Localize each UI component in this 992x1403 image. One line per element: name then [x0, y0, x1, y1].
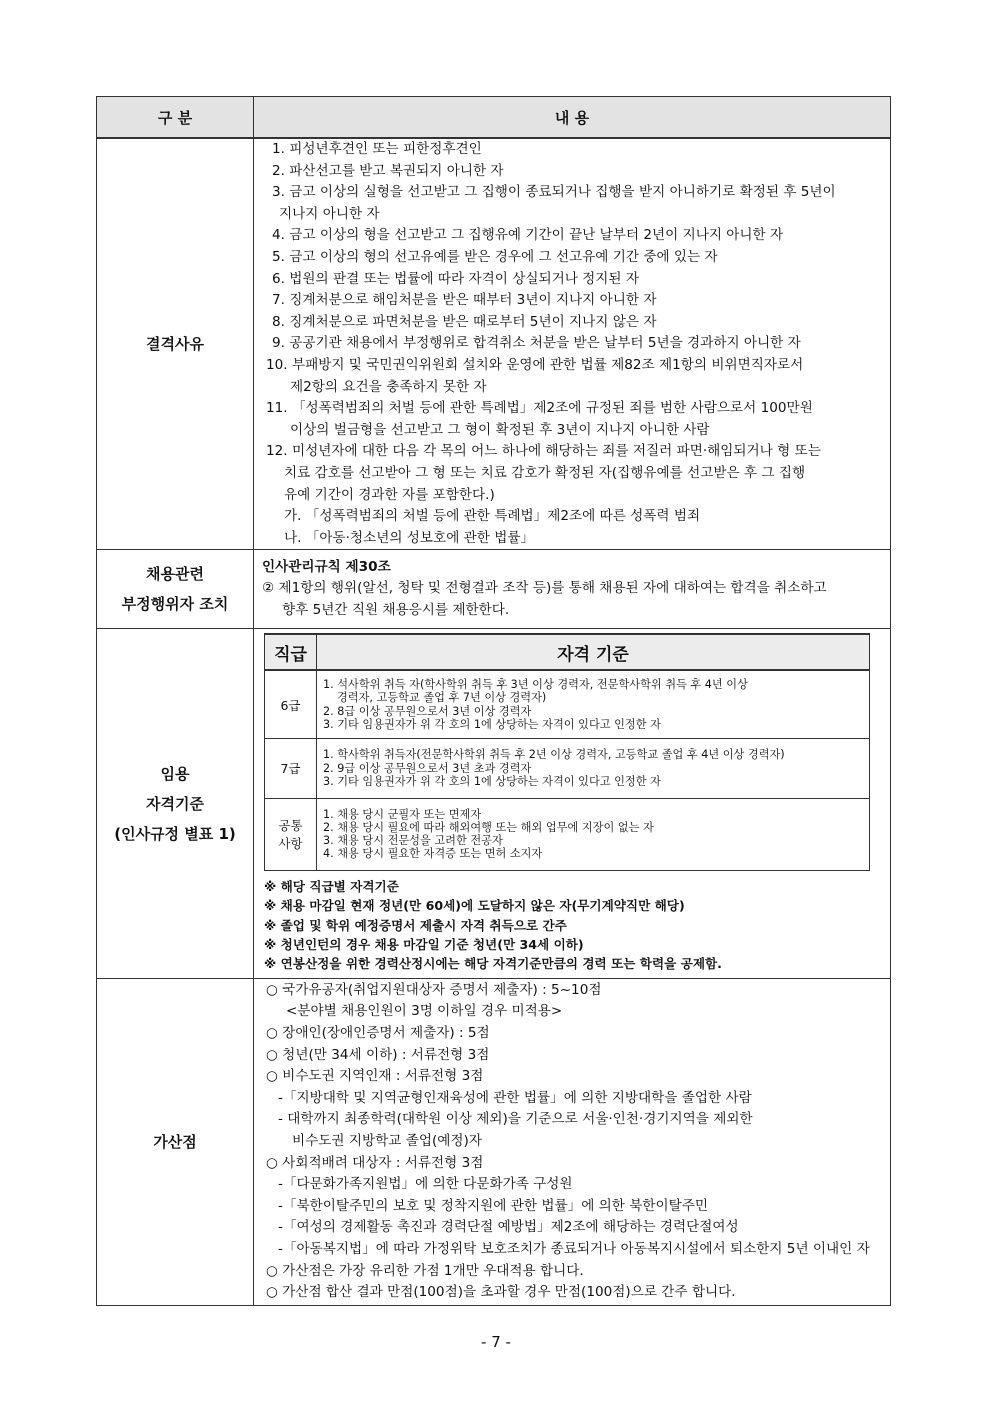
list-item: 3. 금고 이상의 실형을 선고받고 그 집행이 종료되거나 집행을 받지 아니하기로 확정된 후 5년이: [272, 184, 836, 201]
list-item: 이상의 벌금형을 선고받고 그 형이 확정된 후 3년이 지나지 아니한 사람: [290, 421, 710, 438]
qualification-label-line1: 임용: [160, 764, 190, 783]
table-row: [265, 670, 870, 738]
list-item: 9. 공공기관 채용에서 부정행위로 합격취소 처분을 받은 날부터 5년을 경과하지 아니한 자: [272, 335, 801, 352]
fraud-text-line1: ② 제1항의 행위(알선, 청탁 및 전형결과 조작 등)를 통해 채용된 자에 대하여는 합격을 취소하고: [262, 580, 827, 597]
list-item: ○ 청년(만 34세 이하) : 서류전형 3점: [266, 1046, 490, 1063]
note-line: ※ 청년인턴의 경우 채용 마감일 기준 청년(만 34세 이하): [264, 937, 584, 952]
fraud-text-line2: 향후 5년간 직원 채용응시를 제한한다.: [282, 602, 510, 619]
qualification-content: [254, 629, 891, 979]
grade-cell: [265, 798, 317, 870]
criteria-cell: [317, 738, 870, 798]
list-item: 나. 「아동·청소년의 성보호에 관한 법률」: [284, 529, 535, 546]
criteria-line: 3. 기타 임용권자가 위 각 호의 1에 상당하는 자격이 있다고 인정한 자: [323, 774, 661, 788]
list-item: 10. 부패방지 및 국민권익위원회 설치와 운영에 관한 법률 제82조 제1항의 비위면직자로서: [266, 356, 804, 373]
fraud-label-line2: 부정행위자 조치: [121, 595, 229, 614]
list-item: 8. 징계처분으로 파면처분을 받은 때로부터 5년이 지나지 않은 자: [272, 313, 657, 330]
note-line: ※ 해당 직급별 자격기준: [264, 878, 399, 894]
qualification-label: [97, 629, 254, 979]
bonus-row: [97, 978, 891, 1305]
table-row: [265, 738, 870, 798]
list-item: 비수도권 지방학교 졸업(예정)자: [292, 1133, 482, 1150]
list-item: - 대학까지 최종학력(대학원 이상 제외)을 기준으로 서울·인천·경기지역을 제외한: [278, 1111, 753, 1128]
list-item: ○ 장애인(장애인증명서 제출자) : 5점: [266, 1025, 490, 1042]
bonus-label: 가산점: [97, 978, 254, 1305]
table-header-row: [97, 97, 891, 139]
list-item: 6. 법원의 판결 또는 법률에 따라 자격이 상실되거나 정지된 자: [272, 270, 640, 287]
criteria-header: 자격 기준: [317, 634, 870, 670]
list-item: <분야별 채용인원이 3명 이하일 경우 미적용>: [286, 1003, 563, 1020]
grade-header: 직급: [265, 634, 317, 670]
list-item: 유예 기간이 경과한 자를 포함한다.): [284, 486, 495, 503]
list-item: ○ 사회적배려 대상자 : 서류전형 3점: [266, 1154, 484, 1171]
list-item: ○ 가산점 합산 결과 만점(100점)을 초과할 경우 만점(100점)으로 간주 합니다.: [266, 1284, 736, 1301]
criteria-line: 2. 채용 당시 필요에 따라 해외여행 또는 해외 업무에 지장이 없는 자: [323, 821, 654, 835]
criteria-line: 1. 학사학위 취득자(전문학사학위 취득 후 2년 이상 경력자, 고등학교 졸업 후 4년 이상 경력자): [323, 748, 785, 762]
list-item: ○ 비수도권 지역인재 : 서류전형 3점: [266, 1068, 484, 1085]
qualification-table-header: [265, 634, 870, 670]
list-item: 제2항의 요건을 충족하지 못한 자: [290, 378, 487, 395]
criteria-cell: [317, 670, 870, 738]
list-item: -「다문화가족지원법」에 의한 다문화가족 구성원: [278, 1176, 573, 1193]
recruitment-table: [96, 96, 891, 1306]
header-content: 내 용: [254, 97, 891, 139]
list-item: ○ 국가유공자(취업지원대상자 증명서 제출자) : 5~10점: [266, 981, 602, 998]
list-item: 7. 징계처분으로 해임처분을 받은 때부터 3년이 지나지 아니한 자: [272, 292, 657, 309]
bonus-content: [254, 978, 891, 1305]
grade-cell: 6급: [265, 670, 317, 738]
criteria-line: 1. 석사학위 취득 자(학사학위 취득 후 3년 이상 경력자, 전문학사학위 취득 후 4년 이상: [323, 678, 748, 692]
disqualification-row: [97, 138, 891, 550]
list-item: 1. 피성년후견인 또는 피한정후견인: [272, 141, 482, 157]
fraud-content: [254, 550, 891, 629]
header-category: 구 분: [97, 97, 254, 139]
fraud-label-line1: 채용관련: [146, 565, 204, 584]
criteria-line: 1. 채용 당시 군필자 또는 면제자: [323, 807, 482, 821]
list-item: 4. 금고 이상의 형을 선고받고 그 집행유예 기간이 끝난 날부터 2년이 지나지 아니한 자: [272, 227, 784, 244]
criteria-line: 3. 기타 임용권자가 위 각 호의 1에 상당하는 자격이 있다고 인정한 자: [323, 717, 661, 731]
list-item: 가. 「성폭력범죄의 처벌 등에 관한 특례법」제2조에 따른 성폭력 범죄: [284, 508, 701, 525]
note-line: ※ 연봉산정을 위한 경력산정시에는 해당 자격기준만큼의 경력 또는 학력을 공제함.: [264, 956, 722, 972]
note-line: ※ 채용 마감일 현재 정년(만 60세)에 도달하지 않은 자(무기계약직만 해당): [264, 898, 685, 914]
qualification-row: [97, 629, 891, 979]
criteria-line: 2. 9급 이상 공무원으로서 3년 초과 경력자: [323, 761, 532, 775]
disqualification-content: [254, 138, 891, 550]
grade-cell: 7급: [265, 738, 317, 798]
qualification-notes: [262, 871, 890, 978]
fraud-label: [97, 550, 254, 629]
grade-line1: 공통: [278, 818, 303, 834]
criteria-line: 경력자, 고등학교 졸업 후 7년 이상 경력자): [337, 691, 547, 705]
list-item: 2. 파산선고를 받고 복권되지 아니한 자: [272, 162, 504, 179]
note-line: ※ 졸업 및 학위 예정증명서 제출시 자격 취득으로 간주: [264, 917, 567, 933]
criteria-line: 4. 채용 당시 필요한 자격증 또는 면허 소지자: [323, 847, 543, 861]
list-item: 11. 「성폭력범죄의 처벌 등에 관한 특례법」제2조에 규정된 죄를 범한 사람으로서 100만원: [266, 400, 813, 417]
grade-line2: 사항: [278, 836, 303, 852]
list-item: -「여성의 경제활동 촉진과 경력단절 예방법」제2조에 해당하는 경력단절여성: [278, 1219, 739, 1236]
list-item: -「아동복지법」에 따라 가정위탁 보호조치가 종료되거나 아동복지시설에서 퇴소한지 5년 이내인 자: [278, 1240, 870, 1257]
table-row: [265, 798, 870, 870]
list-item: 5. 금고 이상의 형의 선고유예를 받은 경우에 그 선고유예 기간 중에 있는 자: [272, 248, 718, 265]
qualification-label-line3: (인사규정 별표 1): [114, 824, 236, 843]
criteria-line: 3. 채용 당시 전문성을 고려한 전공자: [323, 834, 503, 848]
qualification-table: [264, 633, 870, 871]
fraud-title: 인사관리규칙 제30조: [262, 558, 391, 575]
list-item: -「북한이탈주민의 보호 및 정착지원에 관한 법률」에 의한 북한이탈주민: [278, 1197, 709, 1214]
criteria-cell: [317, 798, 870, 870]
list-item: 12. 미성년자에 대한 다음 각 목의 어느 하나에 해당하는 죄를 저질러 파면·해임되거나 형 또는: [266, 443, 821, 460]
list-item: -「지방대학 및 지역균형인재육성에 관한 법률」에 의한 지방대학을 졸업한 사람: [278, 1089, 752, 1106]
fraud-row: [97, 550, 891, 629]
list-item: 지나지 아니한 자: [279, 205, 380, 222]
qualification-label-line2: 자격기준: [146, 794, 204, 813]
list-item: ○ 가산점은 가장 유리한 가점 1개만 우대적용 합니다.: [266, 1262, 584, 1279]
disqualification-label: 결격사유: [97, 138, 254, 550]
criteria-line: 2. 8급 이상 공무원으로서 3년 이상 경력자: [323, 704, 532, 718]
list-item: 치료 감호를 선고받아 그 형 또는 치료 감호가 확정된 자(집행유예를 선고받은 후 그 집행: [284, 464, 806, 481]
page-number: - 7 -: [481, 1333, 511, 1351]
